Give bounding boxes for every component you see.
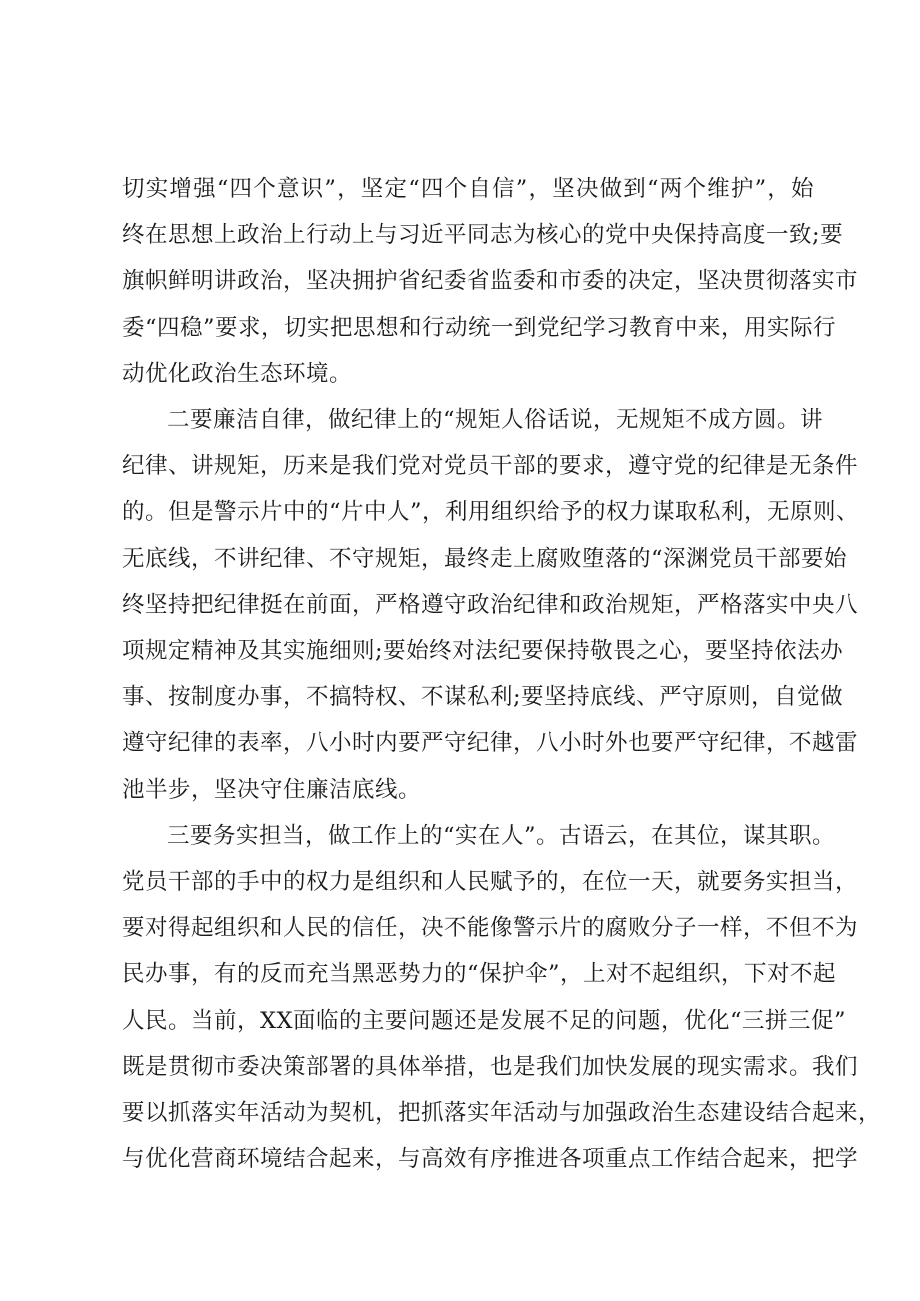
paragraph-line: 事、按制度办事，不搞特权、不谋私利;要坚持底线、严守原则，自觉做 — [122, 684, 844, 711]
paragraph-line: 民办事，有的反而充当黑恶势力的“保护伞”，上对不起组织，下对不起 — [122, 961, 837, 988]
paragraph-line: 人民。当前，XX面临的主要问题还是发展不足的问题，优化“三拼三促” — [122, 1007, 847, 1034]
paragraph-line: 遵守纪律的表率，八小时内要严守纪律，八小时外也要严守纪律，不越雷 — [122, 730, 859, 757]
paragraph-3 — [122, 813, 882, 1183]
paragraph-line: 动优化政治生态环境。 — [122, 360, 353, 387]
paragraph-line: 纪律、讲规矩，历来是我们党对党员干部的要求，遵守党的纪律是无条件 — [122, 453, 859, 480]
paragraph-line: 切实增强“四个意识”，坚定“四个自信”，坚决做到“两个维护”，始 — [122, 176, 814, 202]
paragraph-line: 要以抓落实年活动为契机，把抓落实年活动与加强政治生态建设结合起来， — [122, 1100, 882, 1127]
paragraph-line: 池半步，坚决守住廉洁底线。 — [122, 776, 422, 803]
paragraph-line: 党员干部的手中的权力是组织和人民赋予的，在位一天，就要务实担当， — [122, 869, 859, 896]
paragraph-line: 委“四稳”要求，切实把思想和行动统一到党纪学习教育中来，用实际行 — [122, 314, 837, 341]
paragraph-line: 的。但是警示片中的“片中人”，利用组织给予的权力谋取私利，无原则、 — [122, 499, 860, 526]
paragraph-1 — [122, 166, 859, 397]
paragraph-line: 要对得起组织和人民的信任，决不能像警示片的腐败分子一样，不但不为 — [122, 915, 859, 942]
document-body — [122, 166, 882, 1182]
paragraph-line: 既是贯彻市委决策部署的具体举措，也是我们加快发展的现实需求。我们 — [122, 1053, 859, 1080]
paragraph-line: 三要务实担当，做工作上的“实在人”。古语云，在其位，谋其职。 — [167, 822, 836, 849]
paragraph-line: 终坚持把纪律挺在前面，严格遵守政治纪律和政治规矩，严格落实中央八 — [122, 591, 859, 618]
paragraph-line: 二要廉洁自律，做纪律上的“规矩人俗话说，无规矩不成方圆。讲 — [167, 407, 824, 434]
paragraph-line: 终在思想上政治上行动上与习近平同志为核心的党中央保持高度一致;要 — [122, 222, 844, 249]
paragraph-line: 与优化营商环境结合起来，与高效有序推进各项重点工作结合起来，把学 — [122, 1146, 859, 1173]
paragraph-2 — [122, 397, 860, 813]
paragraph-line: 项规定精神及其实施细则;要始终对法纪要保持敬畏之心，要坚持依法办 — [122, 638, 844, 665]
paragraph-line: 无底线，不讲纪律、不守规矩，最终走上腐败堕落的“深渊党员干部要始 — [122, 545, 848, 572]
paragraph-line: 旗帜鲜明讲政治，坚决拥护省纪委省监委和市委的决定，坚决贯彻落实市 — [122, 268, 859, 295]
